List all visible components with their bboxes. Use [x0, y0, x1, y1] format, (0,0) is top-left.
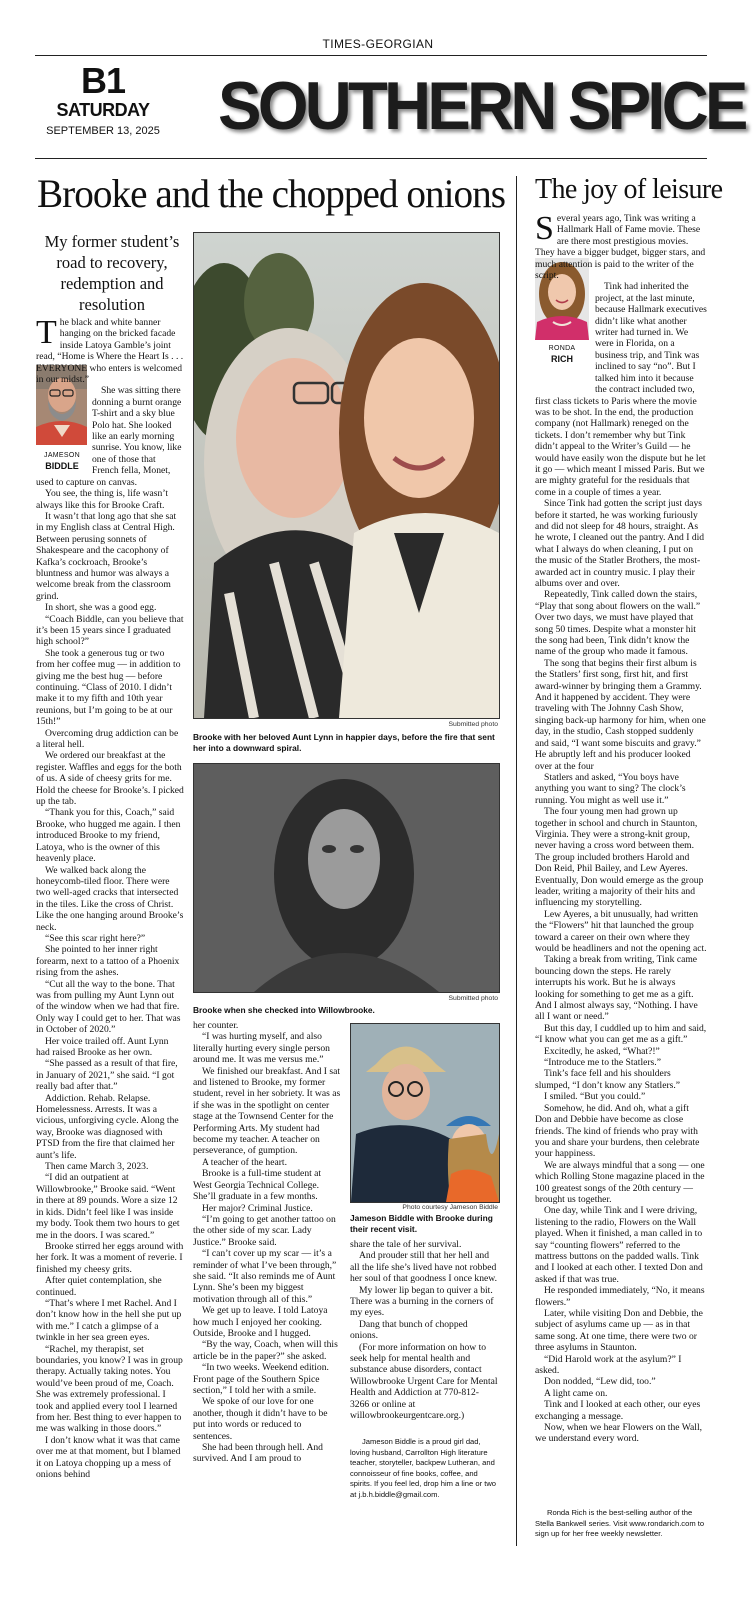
side-story-column [535, 213, 707, 1503]
main-col2-paragraph: A teacher of the heart. [202, 1156, 287, 1168]
main-col1-paragraph: She pointed to her inner right forearm, next to a tattoo of a Phoenix rising from the ashes. [36, 944, 180, 979]
main-col1-paragraph: It wasn’t that long ago that she sat in my English class at Central High. Between perusing sonnets of Shakespeare and the cacophony of Kafka’s cockroach, Brooke’s bluntness and humor was always a welcome break from the classroom grind. [36, 510, 177, 602]
main-col1-paragraph: You see, the thing is, life wasn’t always like this for Brooke Craft. [36, 488, 169, 511]
biddle-bio: Jameson Biddle is a proud girl dad, loving husband, Carrollton High literature teacher, storyteller, backpew Lutheran, and connoisseur of fine books, coffee, and spirits. If you feel led, drop him a line or two at j.b.h.biddle@gmail.com. [350, 1437, 497, 1499]
byline-biddle-first: JAMESON [44, 452, 80, 459]
main-col1-paragraph: After quiet contemplation, she continued. [36, 1275, 162, 1298]
main-col1-paragraph: “That’s where I met Rachel. And I don’t know how in the hell she put up with me.” I catch a glimpse of a twinkle in her sea green eyes. [36, 1297, 182, 1344]
main-col2-paragraph: Her major? Criminal Justice. [202, 1202, 313, 1214]
side-paragraph: Don nodded, “Lew did, too.” [544, 1376, 656, 1388]
main-col2-paragraph: Brooke is a full-time student at West Georgia Technical College. She’ll graduate in a few months. [193, 1168, 322, 1203]
main-dropcap: T [36, 317, 57, 351]
byline-rich-last: RICH [551, 354, 573, 364]
side-intro: everal years ago, Tink was writing a Hallmark Hall of Fame movie. These are there most prestigious movies. They have a bigger budget, bigger stars, and much attention is paid to the writer of the script. [535, 213, 706, 282]
side-paragraph: He responded immediately, “No, it means flowers.” [535, 1285, 705, 1308]
main-col2-paragraph: We get up to leave. I told Latoya how much I enjoyed her cooking. Outside, Brooke and I hugged. [193, 1305, 328, 1339]
section-title: SOUTHERN SPICE [218, 68, 745, 144]
main-col1-paragraph: In short, she was a good egg. [45, 602, 157, 614]
main-col2-paragraph: We finished our breakfast. And I sat and listened to Brooke, my former student, revel in her sobriety. It was as if she was in the spotlight on center stage at the Townsend Center for the Performing Arts. My student had become my teacher. A teacher on perseverance, of gumption. [193, 1065, 341, 1157]
side-paragraph: Now, when we hear Flowers on the Wall, we understand every word. [535, 1422, 703, 1445]
main-col2-paragraph: “I can’t cover up my scar — it’s a reminder of what I’ve been through,” she said. “It also reminds me of Aunt Lynn. She’s been my biggest motivation through all of this.” [193, 1248, 337, 1305]
side-paragraph: Tink had inherited the project, at the last minute, because Hallmark executives didn’t like what another writer had turned in. We were in Florida, on a business trip, and Tink was inclined to say “no”. But I talked him into it because the contract included two, first class tickets to Paris where the movie was to be shot. In the end, the production company (not Hallmark) reneged on the tickets. I don’t remember why but Tink didn’t appeal to the Writer’s Guild — he would have easily won the dispute but he let it go — which meant I missed Paris. But we are mighty grateful for the residuals that come in a couple of times a year. [535, 281, 707, 498]
side-paragraph: Later, while visiting Don and Debbie, the subject of asylums came up — as in that same song. At one time, there were two or three asylums in Staunton. [535, 1308, 703, 1354]
byline-rich-first: RONDA [548, 345, 576, 352]
main-intro: he black and white banner hanging on the bricked facade inside Latoya Gamble’s joint read, “Home is Where the Heart Is . . . EVERYONE who enters is welcomed in our midst.” [36, 317, 184, 386]
side-paragraph: I smiled. “But you could.” [544, 1091, 646, 1103]
main-col3-paragraph: My lower lip began to quiver a bit. There was a burning in the corners of my eyes. [350, 1284, 494, 1319]
main-col2-paragraph: her counter. [193, 1020, 239, 1031]
side-headline: The joy of leisure [535, 174, 723, 205]
photo1-caption: Brooke with her beloved Aunt Lynn in happier days, before the fire that sent her into a downward spiral. [193, 732, 495, 753]
byline-biddle-last: BIDDLE [45, 461, 79, 471]
side-paragraph: A light came on. [544, 1387, 608, 1399]
page-number: B1 [80, 60, 126, 101]
paper-name: TIMES-GEORGIAN [322, 37, 434, 51]
side-paragraph: Lew Ayeres, a bit unusually, had written the “Flowers” hit that launched the group toward a career on their own where they would be headliners and not the opening act. [535, 908, 707, 954]
side-paragraph: “Introduce me to the Statlers.” [544, 1057, 661, 1069]
side-paragraph: Somehow, he did. And oh, what a gift Don and Debbie have become as close friends. The kind of friends who pray with you and share your burdens, then celebrate your happiness. [535, 1102, 700, 1160]
main-col1-paragraph: We walked back along the honeycomb-tiled floor. There were two well-aged cracks that intersected in the tiles. Like the cross of Christ. Like the one hanging around Brooke’s neck. [36, 864, 184, 933]
main-col1-paragraph: “Cut all the way to the bone. That was from pulling my Aunt Lynn out of the window when we had that fire. Only way I could get to her. That was in October of 2020.” [36, 978, 181, 1036]
main-col1-paragraph: “Coach Biddle, can you believe that it’s been 15 years since I graduated high school?” [36, 613, 184, 648]
side-byline-float-space [535, 281, 595, 393]
main-col1-paragraph: “See this scar right here?” [45, 932, 146, 944]
photo-biddle-with-brooke [350, 1023, 500, 1203]
photo-brooke-aunt-lynn [193, 232, 500, 719]
side-paragraph: The four young men had grown up together in school and church in Staunton, Virginia. They were a strong-knit group, never having a cross word between them. The group included brothers Harold and Don Reid, Phil Bailey, and Lew Ayeres. Eventually, Don would emerge as the group leader, writing a majority of their hits and influencing my storytelling. [535, 806, 704, 909]
main-col2-paragraph: She had been through hell. And survived. And I am proud to [193, 1442, 323, 1465]
main-story-column-2 [193, 1020, 341, 1520]
main-col1-paragraph: We ordered our breakfast at the register. Waffles and eggs for the both of us. A side of cheesy grits for me. Hold the cheese for Brooke’s. I picked up the tab. [36, 750, 184, 808]
main-col1-paragraph: She was sitting there donning a burnt orange T-shirt and a sky blue Polo hat. She looked like an early morning sunrise. You know, like one of those that French fella, Monet, used to capture on canvas. [36, 385, 182, 488]
side-paragraph: Statlers and asked, “You boys have anything you want to sing? The clock’s running. You might as well use it.” [535, 771, 686, 806]
photo2-credit: Submitted photo [448, 995, 498, 1002]
side-dropcap: S [535, 213, 554, 247]
photo3-credit: Photo courtesy Jameson Biddle [402, 1204, 498, 1211]
main-col1-paragraph: “She passed as a result of that fire, in January of 2021,” she said. “I got really bad after that.” [36, 1058, 178, 1093]
main-col2-paragraph: “I was hurting myself, and also literally hurting every single person around me. It was me versus me.” [193, 1031, 330, 1066]
main-col3-paragraph: And prouder still that her hell and all the life she’s lived have not robbed her soul of that goodness I once knew. [350, 1250, 497, 1285]
masthead-top-rule [35, 55, 707, 56]
main-col2-paragraph: “I’m going to get another tattoo on the other side of my scar. Lady Justice.” Brooke said. [193, 1213, 336, 1248]
main-col1-paragraph: “Thank you for this, Coach,” said Brooke, who hugged me again. I then introduced Brooke to my friend, Latoya, who is the owner of this heavenly place. [36, 807, 181, 865]
main-col1-paragraph: Her voice trailed off. Aunt Lynn had raised Brooke as her own. [36, 1035, 169, 1058]
side-paragraph: One day, while Tink and I were driving, listening to the radio, Flowers on the Wall played. When it finished, a man called in to say “counting flowers” referred to the mattress buttons on the padded walls. Tink and I looked at each other. I texted Don and asked if that was true. [535, 1205, 703, 1285]
photo-brooke-checkin-art [194, 764, 499, 992]
rich-bio: Ronda Rich is the best-selling author of the Stella Bankwell series. Visit www.rondarich.com to sign up for her free weekly newsletter. [535, 1508, 705, 1538]
side-paragraph: Since Tink had gotten the script just days before it started, he was working furiously and did not sleep for 48 hours, straight. As he wrote, I cleaned out the pantry. And I did what I always do when cleaning, I put on the music of the Statler Brothers, the most-awarded act in country music. I play their albums over and over. [535, 498, 705, 589]
side-paragraph: The song that begins their first album is the Statlers’ first song, first hit, and first award-winner by bringing them a Grammy. And it happened by accident. They were traveling with The Johnny Cash Show, singing back-up harmony for him, when one day, in the studio, Cash stopped suddenly and said, “I want some biscuits and gravy.” He abruptly left and his producer looked over at the four [535, 657, 706, 772]
date-label: SEPTEMBER 13, 2025 [46, 125, 160, 137]
main-col3-paragraph: Dang that bunch of chopped onions. [350, 1318, 468, 1342]
main-col2-paragraph: “In two weeks. Weekend edition. Front page of the Southern Spice section,” I told her with a smile. [193, 1362, 329, 1396]
main-col1-paragraph: She took a generous tug or two from her coffee mug — in addition to giving me the best hug — before continuing. “Class of 2010. I didn’t make it to my fifth and 10th year reunions, but I’m going to be at our 15th!” [36, 647, 181, 728]
photo-brooke-aunt-lynn-art [194, 233, 499, 718]
main-subhead: My former student’s road to recovery, redemption and resolution [44, 232, 180, 314]
masthead-bottom-rule [35, 158, 707, 159]
side-paragraph: We are always mindful that a song — one which Rolling Stone magazine placed in the 100 greatest songs of the 20th century — brought us together. [535, 1159, 705, 1205]
main-story-column-1 [36, 317, 184, 1549]
main-col1-paragraph: Brooke stirred her eggs around with her fork. It was a moment of reverie. I finished my cheesy grits. [36, 1240, 184, 1275]
main-col1-paragraph: Overcoming drug addiction can be a literal hell. [36, 727, 179, 751]
main-col1-paragraph: Addiction. Rehab. Relapse. Homelessness. Arrests. It was a vicious, unforgiving cycle. Along the way, Brooke was diagnosed with PTSD from the fire that claimed her aunt’s life. [36, 1092, 179, 1161]
side-paragraph: Tink and I looked at each other, our eyes exchanging a message. [535, 1399, 701, 1422]
side-paragraph: But this day, I cuddled up to him and said, “I know what you can get me as a gift.” [535, 1022, 707, 1046]
main-col1-paragraph: I don’t know what it was that came over me at that moment, but I blamed it on Latoya chopping up a mess of onions behind [36, 1434, 181, 1481]
side-paragraph: Taking a break from writing, Tink came bouncing down the steps. He rarely interrupts his work. But he is always looking for something to get me as a gift. And I almost always say, “Nothing. I have all I want or need.” [535, 954, 698, 1023]
main-col3-paragraph: (For more information on how to seek help for mental health and substance abuse disorders, contact Willowbrooke Urgent Care for Mental Health and Addiction at 770-812-3266 or online at willowbrookeurgentcare.org.) [350, 1341, 498, 1422]
main-headline: Brooke and the chopped onions [37, 171, 506, 216]
main-col2-paragraph: “By the way, Coach, when will this article be in the paper?” she asked. [193, 1339, 338, 1362]
side-paragraph: Tink’s face fell and his shoulders slumped, “I don’t know any Statlers.” [535, 1068, 681, 1091]
main-col3-paragraph: share the tale of her survival. [350, 1239, 462, 1250]
main-col1-paragraph: “I did an outpatient at Willowbrooke,” Brooke said. “Went in there at 89 pounds. Wore a size 12 in kids. Didn’t feel like I was inside my body. Took them two hours to get me in the doors. I was scared.” [36, 1172, 180, 1241]
day-label: SATURDAY [56, 100, 150, 120]
side-paragraph: “Did Harold work at the asylum?” I asked. [535, 1353, 682, 1377]
main-col1-paragraph: “Rachel, my therapist, set boundaries, you know? I was in group therapy. Actually taking notes. You would’ve been proud of me, Coach. She was extremely professional. I took and applied every tool I learned from her. Best thing to ever happen to me was walking in those doors.” [36, 1343, 183, 1435]
main-story-column-3 [350, 1239, 498, 1439]
photo2-caption: Brooke when she checked into Willowbrooke. [193, 1005, 375, 1015]
byline-float-space [36, 385, 92, 475]
side-paragraph: Excitedly, he asked, “What?!” [544, 1045, 660, 1057]
side-paragraph: Repeatedly, Tink called down the stairs, “Play that song about flowers on the wall.” Over two days, we must have played that song 50 times. Despite what a monster hit the song had been, Tink didn’t know the name of the group who made it famous. [535, 589, 701, 658]
photo-brooke-checkin [193, 763, 500, 993]
main-col2-paragraph: We spoke of our love for one another, though it didn’t have to be put into words or reduced to sentences. [193, 1396, 328, 1442]
photo3-caption: Jameson Biddle with Brooke during their recent visit. [350, 1213, 493, 1234]
photo1-credit: Submitted photo [448, 721, 498, 728]
main-col1-paragraph: Then came March 3, 2023. [45, 1161, 149, 1173]
photo-biddle-with-brooke-art [351, 1024, 499, 1202]
column-divider [516, 176, 517, 1546]
